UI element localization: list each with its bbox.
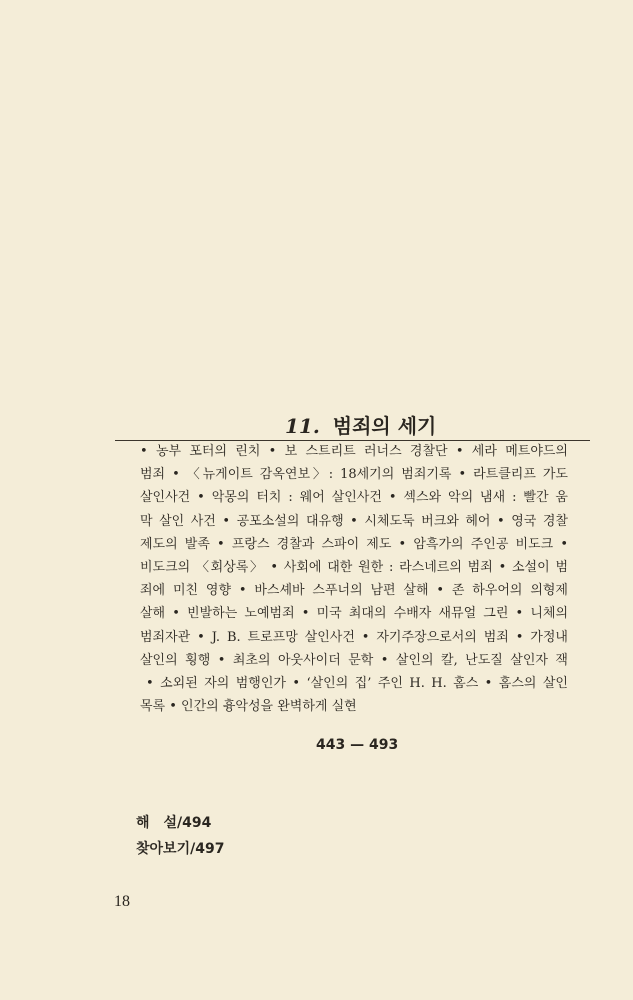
contents-line: • 소외된 자의 범행인가 • ‘살인의 집’ 주인 H. H. 홈스 • 홈스의 살인 [146,675,568,691]
chapter-contents [140,440,568,718]
contents-line: 범죄자관 • J. B. 트로프망 살인사건 • 자기주장으로서의 범죄 • 가정내 [140,629,568,645]
chapter-title: 범죄의 세기 [332,414,437,438]
contents-line: 죄에 미친 영향 • 바스셰바 스푸너의 남편 살해 • 존 하우어의 의형제 [140,583,568,599]
contents-line: 범죄 • 〈뉴게이트 감옥연보〉: 18세기의 범죄기록 • 라트클리프 가도 [140,467,568,483]
contents-line: 살해 • 빈발하는 노예범죄 • 미국 최대의 수배자 새뮤얼 그린 • 니체의 [140,606,568,622]
backmatter-index: 찾아보기/497 [136,841,225,857]
contents-line: 살인사건 • 악몽의 터치 : 웨어 살인사건 • 섹스와 악의 냄새 : 빨간 움 [140,490,568,506]
chapter-number: 11. [285,414,320,438]
chapter-page-range: 443 — 493 [316,737,399,753]
contents-line: 비도크의 〈회상록〉 • 사회에 대한 원한 : 라스네르의 범죄 • 소설이 범 [140,559,568,575]
backmatter-commentary: 해 설/494 [136,815,212,831]
contents-line: 목록 • 인간의 흉악성을 완벽하게 실현 [140,699,357,715]
contents-line: 살인의 횡행 • 최초의 아웃사이더 문학 • 살인의 칼, 난도질 살인자 잭 [140,652,568,668]
page-number: 18 [114,893,130,910]
contents-line: • 농부 포터의 린치 • 보 스트리트 러너스 경찰단 • 세라 메트야드의 [140,444,568,459]
chapter-heading [285,410,436,439]
contents-line: 막 살인 사건 • 공포소설의 대유행 • 시체도둑 버크와 헤어 • 영국 경찰 [140,513,568,529]
contents-line: 제도의 발족 • 프랑스 경찰과 스파이 제도 • 암흑가의 주인공 비도크 • [140,536,568,552]
